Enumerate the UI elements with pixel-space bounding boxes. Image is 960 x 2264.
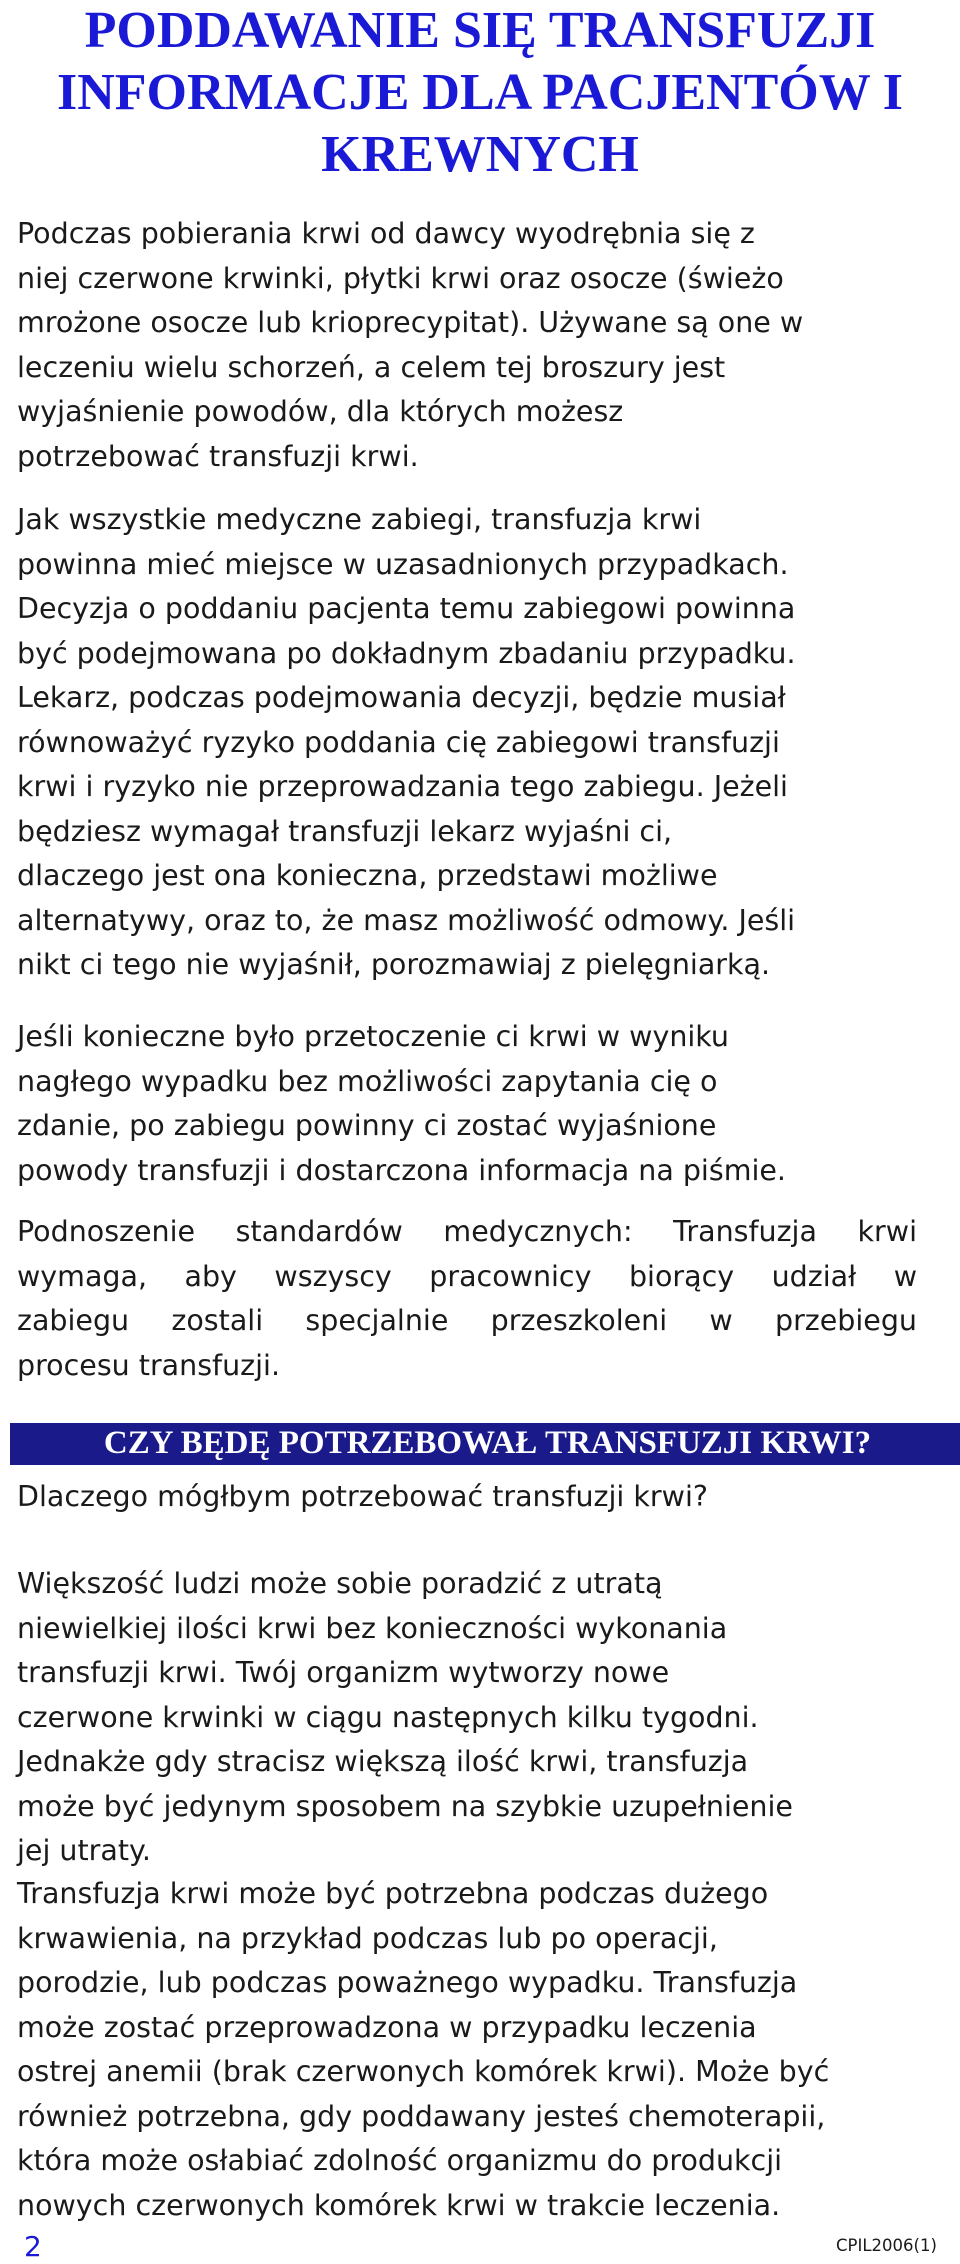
text-line: również potrzebna, gdy poddawany jesteś chemoterapii,: [17, 2099, 826, 2133]
text-line: może być jedynym sposobem na szybkie uzupełnienie: [17, 1789, 793, 1823]
text-line: być podejmowana po dokładnym zbadaniu przypadku.: [17, 636, 796, 670]
text-line: Lekarz, podczas podejmowania decyzji, będzie musiał: [17, 681, 786, 714]
text-line: Transfuzja krwi może być potrzebna podczas dużego: [17, 1877, 769, 1910]
text-line: będziesz wymagał transfuzji lekarz wyjaśni ci,: [17, 814, 673, 848]
text-line: Decyzja o poddaniu pacjenta temu zabiegowi powinna: [17, 592, 796, 625]
text-line: porodzie, lub podczas poważnego wypadku. Transfuzja: [17, 1966, 798, 1999]
text-line: nikt ci tego nie wyjaśnił, porozmawiaj z pielęgniarką.: [17, 948, 771, 981]
standards-paragraph: [17, 1210, 917, 1388]
text-line: nagłego wypadku bez możliwości zapytania cię o: [17, 1064, 718, 1098]
text-line: transfuzji krwi. Twój organizm wytworzy nowe: [17, 1656, 670, 1689]
text-line: mrożone osocze lub krioprecypitat). Używane są one w: [17, 306, 804, 339]
text-line: zabiegu zostali specjalnie przeszkoleni w przebiegu: [17, 1304, 917, 1337]
text-line: niewielkiej ilości krwi bez konieczności wykonania: [17, 1611, 728, 1645]
blood-loss-paragraph: [17, 1562, 917, 1874]
text-line: jej utraty.: [17, 1834, 151, 1867]
text-line: może zostać przeprowadzona w przypadku leczenia: [17, 2010, 757, 2044]
indications-paragraph: [17, 1872, 917, 2228]
text-line: Jak wszystkie medyczne zabiegi, transfuzja krwi: [17, 503, 702, 536]
section-heading: CZY BĘDĘ POTRZEBOWAŁ TRANSFUZJI KRWI?: [103, 1425, 872, 1461]
text-line: Podnoszenie standardów medycznych: Transfuzja krwi: [17, 1215, 917, 1248]
text-line: krwi i ryzyko nie przeprowadzania tego zabiegu. Jeżeli: [17, 770, 788, 803]
text-line: Podczas pobierania krwi od dawcy wyodrębnia się z: [17, 217, 755, 250]
text-line: potrzebować transfuzji krwi.: [17, 439, 419, 473]
text-line: wyjaśnienie powodów, dla których możesz: [17, 395, 624, 428]
text-line: wymaga, aby wszyscy pracownicy biorący udział w: [17, 1259, 917, 1293]
document-title: [0, 0, 960, 186]
text-line: równoważyć ryzyko poddania cię zabiegowi transfuzji: [17, 725, 780, 759]
text-line: Jeśli konieczne było przetoczenie ci krwi w wyniku: [17, 1020, 729, 1053]
section-question: [17, 1475, 917, 1520]
document-code: CPIL2006(1): [836, 2236, 937, 2255]
text-line: niej czerwone krwinki, płytki krwi oraz osocze (świeżo: [17, 261, 784, 295]
title-line: INFORMACJE DLA PACJENTÓW I: [56, 64, 903, 121]
title-line: KREWNYCH: [321, 126, 639, 183]
text-line: czerwone krwinki w ciągu następnych kilku tygodni.: [17, 1700, 759, 1734]
text-line: powody transfuzji i dostarczona informacja na piśmie.: [17, 1153, 786, 1187]
title-line: PODDAWANIE SIĘ TRANSFUZJI: [84, 2, 876, 59]
text-line: Jednakże gdy stracisz większą ilość krwi, transfuzja: [17, 1745, 749, 1778]
text-line: leczeniu wielu schorzeń, a celem tej broszury jest: [17, 350, 726, 384]
text-line: zdanie, po zabiegu powinny ci zostać wyjaśnione: [17, 1109, 717, 1142]
emergency-paragraph: [17, 1015, 917, 1193]
text-line: nowych czerwonych komórek krwi w trakcie leczenia.: [17, 2188, 781, 2222]
text-line: która może osłabiać zdolność organizmu do produkcji: [17, 2144, 783, 2177]
text-line: ostrej anemii (brak czerwonych komórek krwi). Może być: [17, 2055, 830, 2088]
intro-paragraph: [17, 212, 917, 479]
text-line: procesu transfuzji.: [17, 1348, 281, 1382]
text-line: krwawienia, na przykład podczas lub po operacji,: [17, 1921, 718, 1955]
text-line: Dlaczego mógłbym potrzebować transfuzji krwi?: [17, 1480, 708, 1513]
text-line: powinna mieć miejsce w uzasadnionych przypadkach.: [17, 547, 789, 581]
text-line: dlaczego jest ona konieczna, przedstawi możliwe: [17, 859, 718, 892]
text-line: Większość ludzi może sobie poradzić z utratą: [17, 1567, 663, 1600]
decision-paragraph: [17, 498, 917, 988]
text-line: alternatywy, oraz to, że masz możliwość odmowy. Jeśli: [17, 903, 796, 937]
page-number: 2: [24, 2230, 42, 2263]
